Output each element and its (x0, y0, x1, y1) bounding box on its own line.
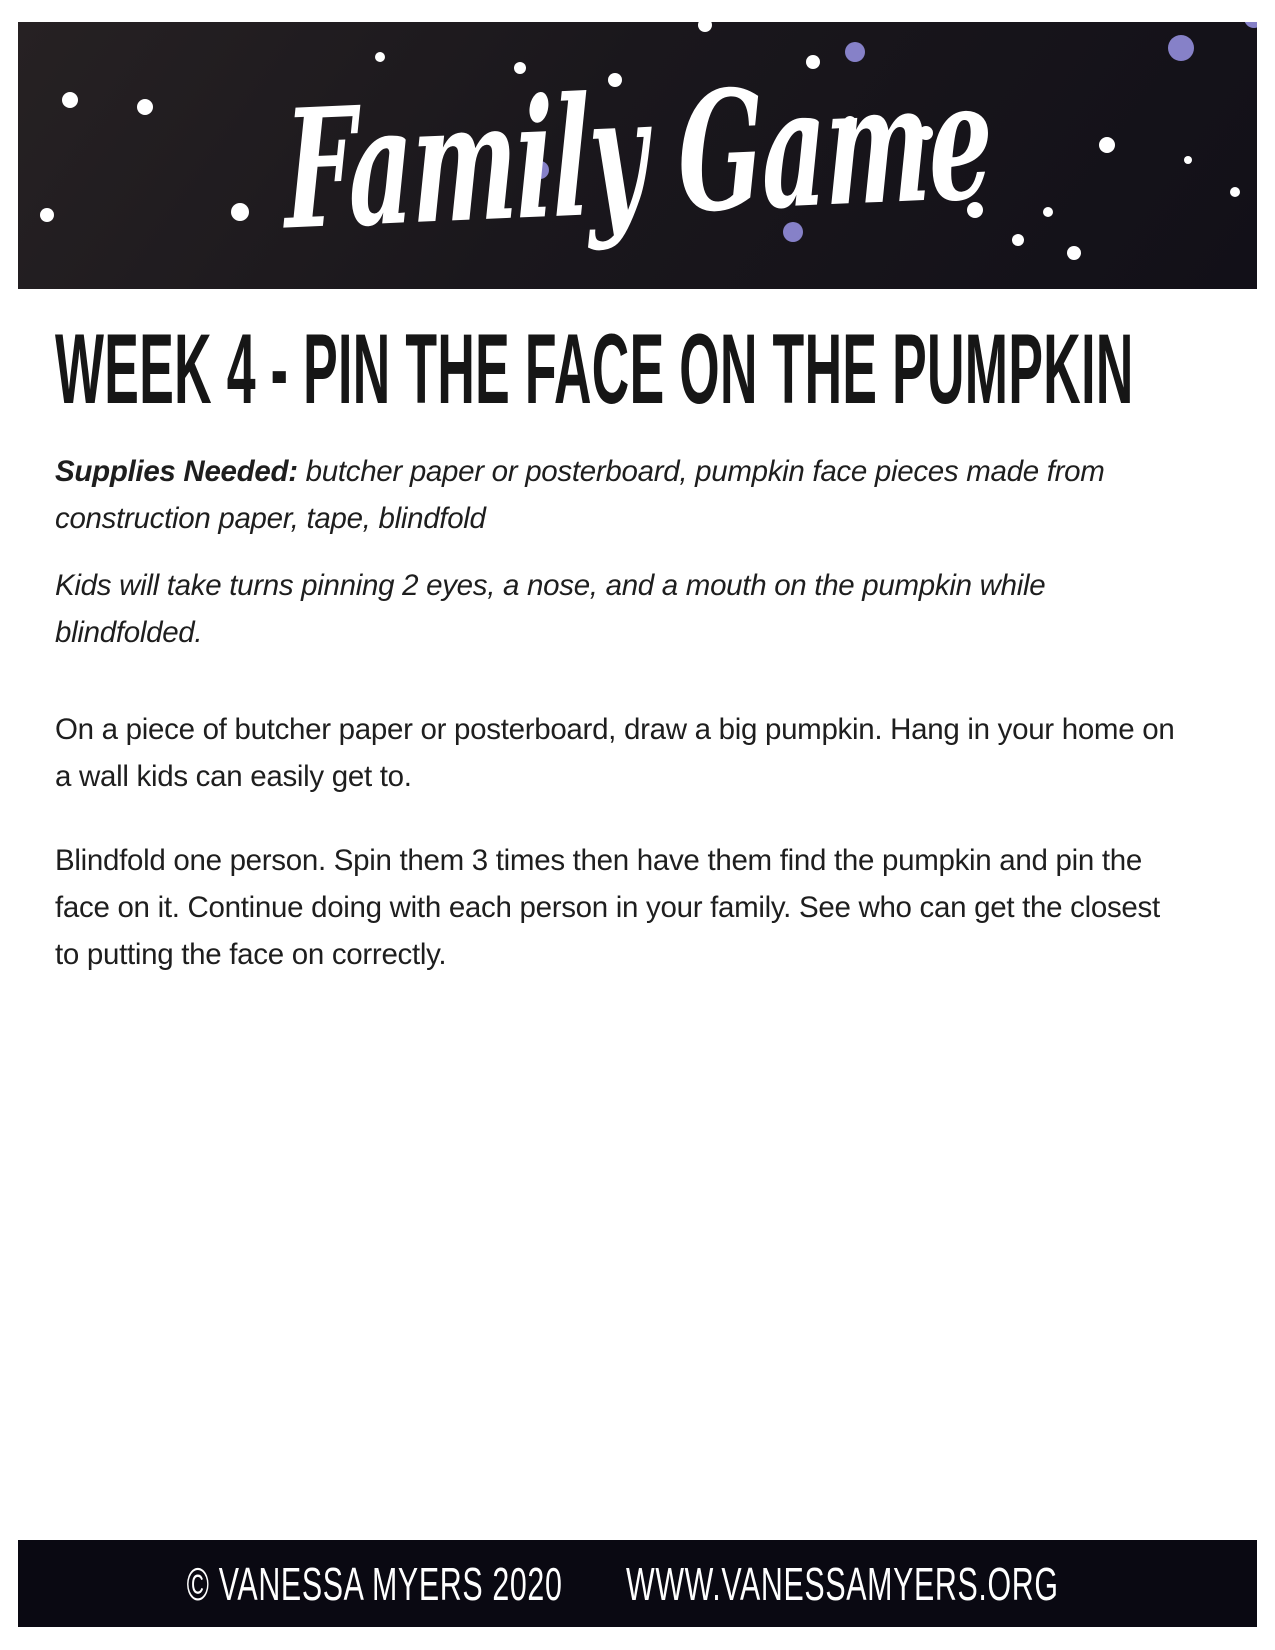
intro-paragraph: Kids will take turns pinning 2 eyes, a nose, and a mouth on the pumpkin while blindfolded. (55, 569, 1046, 649)
footer-copyright: © VANESSA MYERS 2020 (186, 1557, 563, 1610)
step2-paragraph: Blindfold one person. Spin them 3 times then have them find the pumpkin and pin the face on it. Continue doing with each person in your family. See who can get the closest to putting the face on correctly. (55, 844, 1160, 971)
page-title (55, 316, 1165, 424)
footer-website: WWW.VANESSAMYERS.ORG (626, 1557, 1060, 1610)
banner-title-text: Family Game (282, 44, 993, 267)
body-content (55, 448, 1177, 978)
header-banner (18, 22, 1257, 289)
page-title-text: WEEK 4 - PIN THE FACE ON THE PUMPKIN (55, 314, 1134, 426)
supplies-label: Supplies Needed: (55, 455, 298, 488)
step1-paragraph: On a piece of butcher paper or posterboard, draw a big pumpkin. Hang in your home on a wall kids can easily get to. (55, 713, 1175, 793)
supplies-paragraph (55, 448, 1177, 542)
footer-bar (18, 1540, 1257, 1627)
supplies-text: butcher paper or posterboard, pumpkin face pieces made from construction paper, tape, blindfold (55, 455, 1105, 535)
banner-title (18, 22, 1257, 289)
